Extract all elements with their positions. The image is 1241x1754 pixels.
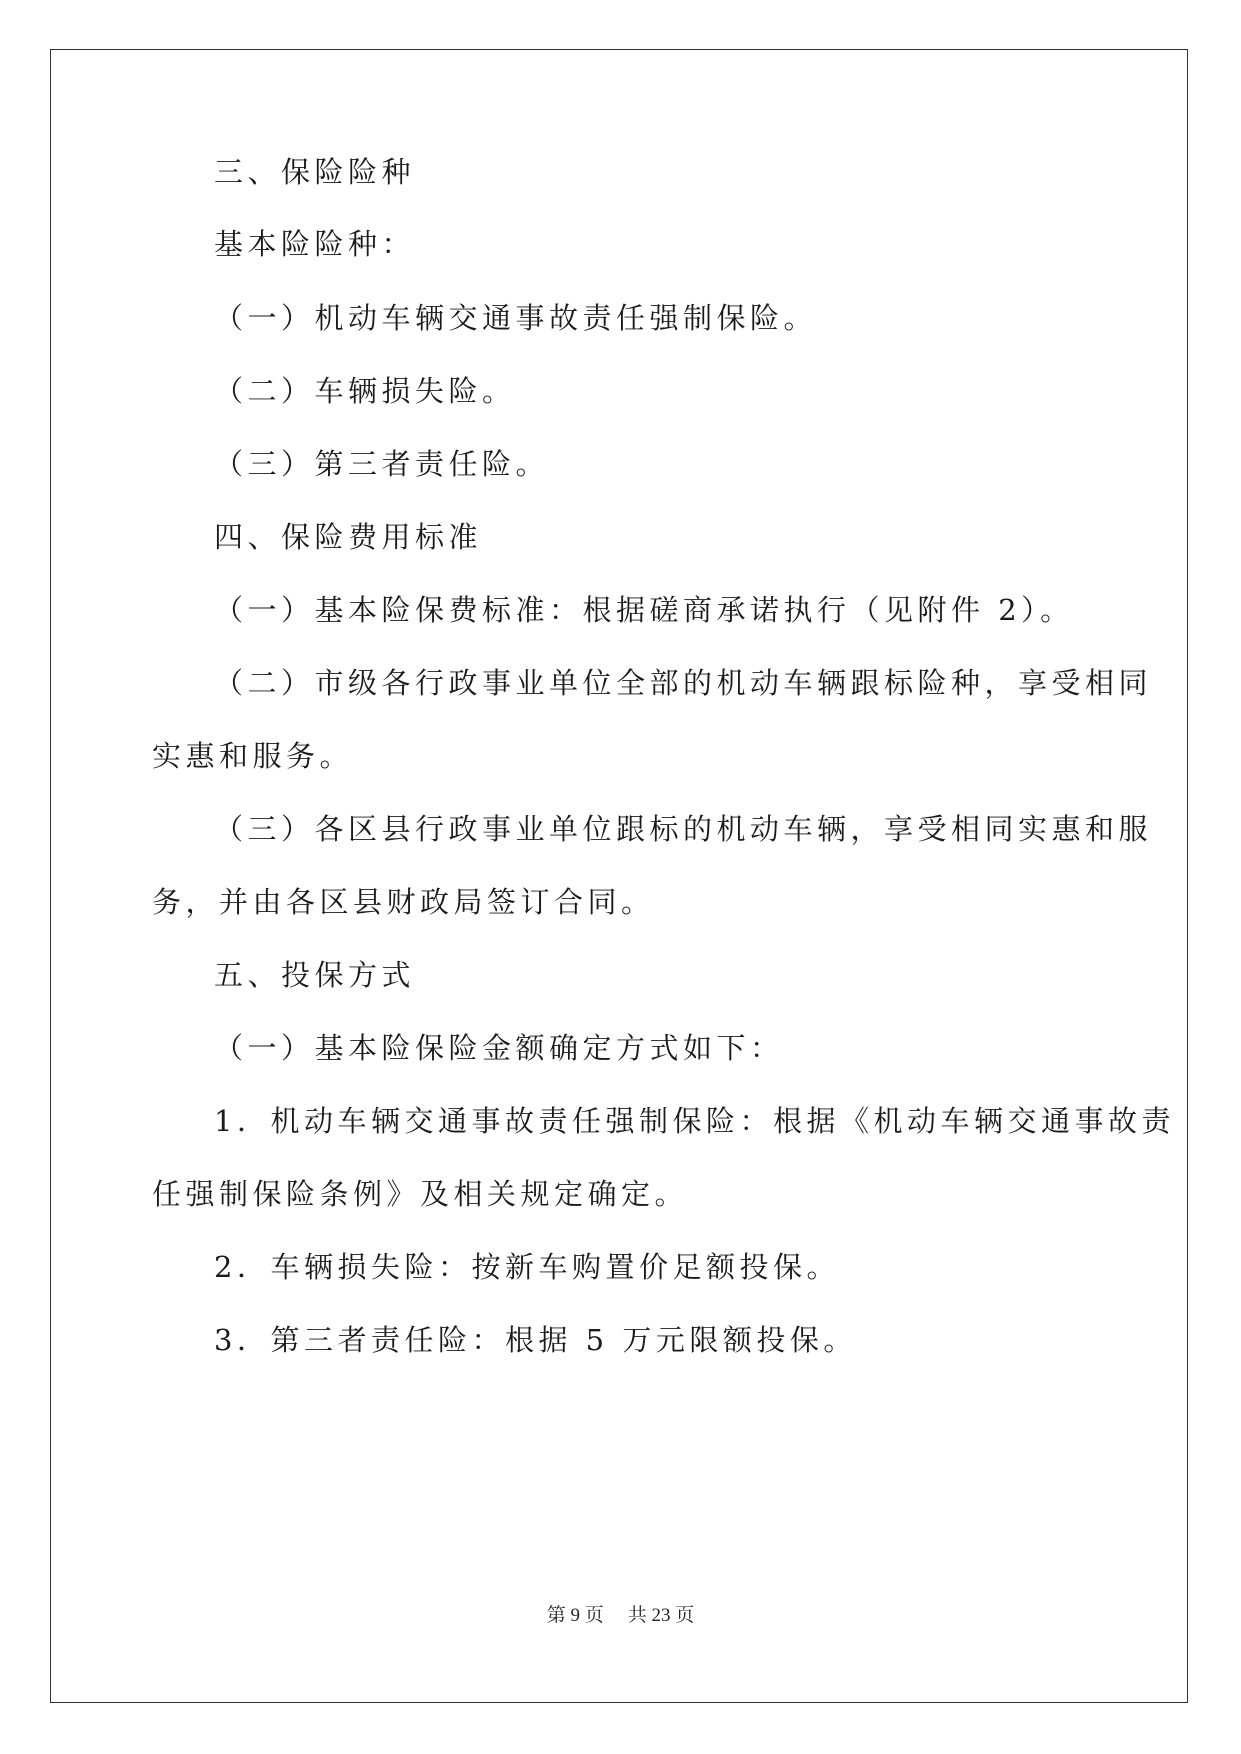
list-item-3: 3．第三者责任险：根据 5 万元限额投保。 [214,1323,857,1357]
page-number: 第 9 页 [546,1605,604,1626]
paragraph-fee-standard-2-line1: （二）市级各行政事业单位全部的机动车辆跟标险种，享受相同 [214,666,1153,700]
paragraph-fee-standard-1: （一）基本险保费标准：根据磋商承诺执行（见附件 2）。 [214,593,1074,627]
list-item-third-party: （三）第三者责任险。 [214,447,550,481]
section-heading-insurance-types: 三、保险险种 [214,155,416,189]
list-item-1-line1: 1．机动车辆交通事故责任强制保险：根据《机动车辆交通事故责 [214,1104,1175,1138]
paragraph-amount-method: （一）基本险保险金额确定方式如下： [214,1031,784,1065]
paragraph-fee-standard-2-line2: 实惠和服务。 [152,739,354,773]
paragraph-fee-standard-3-line1: （三）各区县行政事业单位跟标的机动车辆，享受相同实惠和服 [214,812,1153,846]
section-heading-insurance-method: 五、投保方式 [214,958,416,992]
list-item-compulsory-insurance: （一）机动车辆交通事故责任强制保险。 [214,301,818,335]
list-item-vehicle-damage: （二）车辆损失险。 [214,374,516,408]
paragraph-fee-standard-3-line2: 务，并由各区县财政局签订合同。 [152,885,655,919]
list-item-1-line2: 任强制保险条例》及相关规定确定。 [152,1177,689,1211]
page-footer [0,1600,1241,1627]
section-heading-fee-standard: 四、保险费用标准 [214,520,483,554]
list-item-2: 2．车辆损失险：按新车购置价足额投保。 [214,1250,840,1284]
page-total: 共 23 页 [627,1605,695,1626]
paragraph-basic-types-label: 基本险险种： [214,227,416,261]
